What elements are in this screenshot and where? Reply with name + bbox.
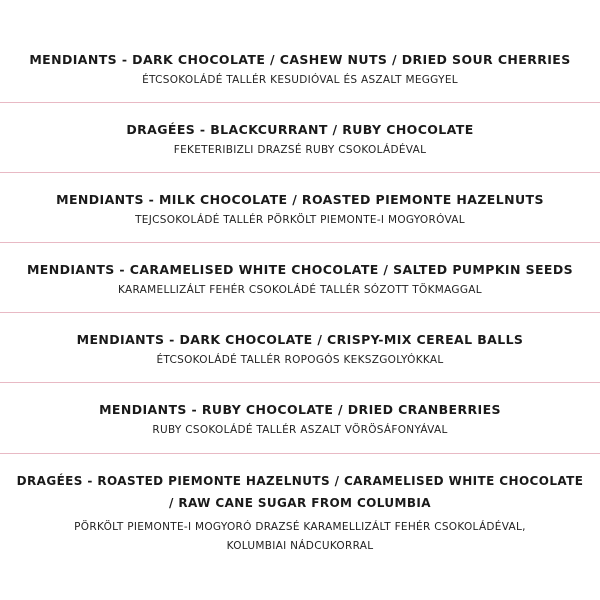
product-title: MENDIANTS - RUBY CHOCOLATE / DRIED CRANBERRIES — [99, 402, 501, 417]
product-item-4 — [0, 259, 600, 300]
product-subtitle-line-1: PÖRKÖLT PIEMONTE-I MOGYORÓ DRAZSÉ KARAMELLIZÁLT FEHÉR CSOKOLÁDÉVAL, — [74, 521, 526, 533]
product-subtitle-line-2: KOLUMBIAI NÁDCUKORRAL — [226, 540, 374, 552]
product-title: MENDIANTS - DARK CHOCOLATE / CRISPY-MIX CEREAL BALLS — [76, 332, 524, 347]
product-title: MENDIANTS - CARAMELISED WHITE CHOCOLATE / SALTED PUMPKIN SEEDS — [26, 262, 574, 277]
product-item-1 — [0, 49, 600, 90]
divider — [0, 172, 600, 173]
product-item-3 — [0, 189, 600, 230]
divider — [0, 312, 600, 313]
product-title: MENDIANTS - DARK CHOCOLATE / CASHEW NUTS / DRIED SOUR CHERRIES — [29, 52, 571, 67]
product-title-line-2: / RAW CANE SUGAR FROM COLUMBIA — [169, 496, 431, 510]
divider — [0, 242, 600, 243]
product-item-2 — [0, 119, 600, 160]
product-title: DRAGÉES - BLACKCURRANT / RUBY CHOCOLATE — [126, 122, 474, 137]
product-title-line-1: DRAGÉES - ROASTED PIEMONTE HAZELNUTS / CARAMELISED WHITE CHOCOLATE — [16, 474, 584, 488]
product-item-5 — [0, 329, 600, 370]
product-subtitle: ÉTCSOKOLÁDÉ TALLÉR KESUDIÓVAL ÉS ASZALT MEGGYEL — [142, 74, 458, 86]
product-title: MENDIANTS - MILK CHOCOLATE / ROASTED PIEMONTE HAZELNUTS — [56, 192, 544, 207]
divider — [0, 102, 600, 103]
product-subtitle: TEJCSOKOLÁDÉ TALLÉR PÖRKÖLT PIEMONTE-I MOGYORÓVAL — [135, 214, 465, 226]
product-subtitle: ÉTCSOKOLÁDÉ TALLÉR ROPOGÓS KEKSZGOLYÓKKAL — [156, 354, 444, 366]
product-subtitle: FEKETERIBIZLI DRAZSÉ RUBY CSOKOLÁDÉVAL — [173, 144, 427, 156]
product-item-6 — [0, 399, 600, 440]
product-subtitle: KARAMELLIZÁLT FEHÉR CSOKOLÁDÉ TALLÉR SÓZOTT TÖKMAGGAL — [118, 284, 482, 296]
product-item-7 — [0, 470, 600, 556]
divider — [0, 453, 600, 454]
product-subtitle: RUBY CSOKOLÁDÉ TALLÉR ASZALT VÖRÖSÁFONYÁVAL — [152, 424, 448, 436]
divider — [0, 382, 600, 383]
